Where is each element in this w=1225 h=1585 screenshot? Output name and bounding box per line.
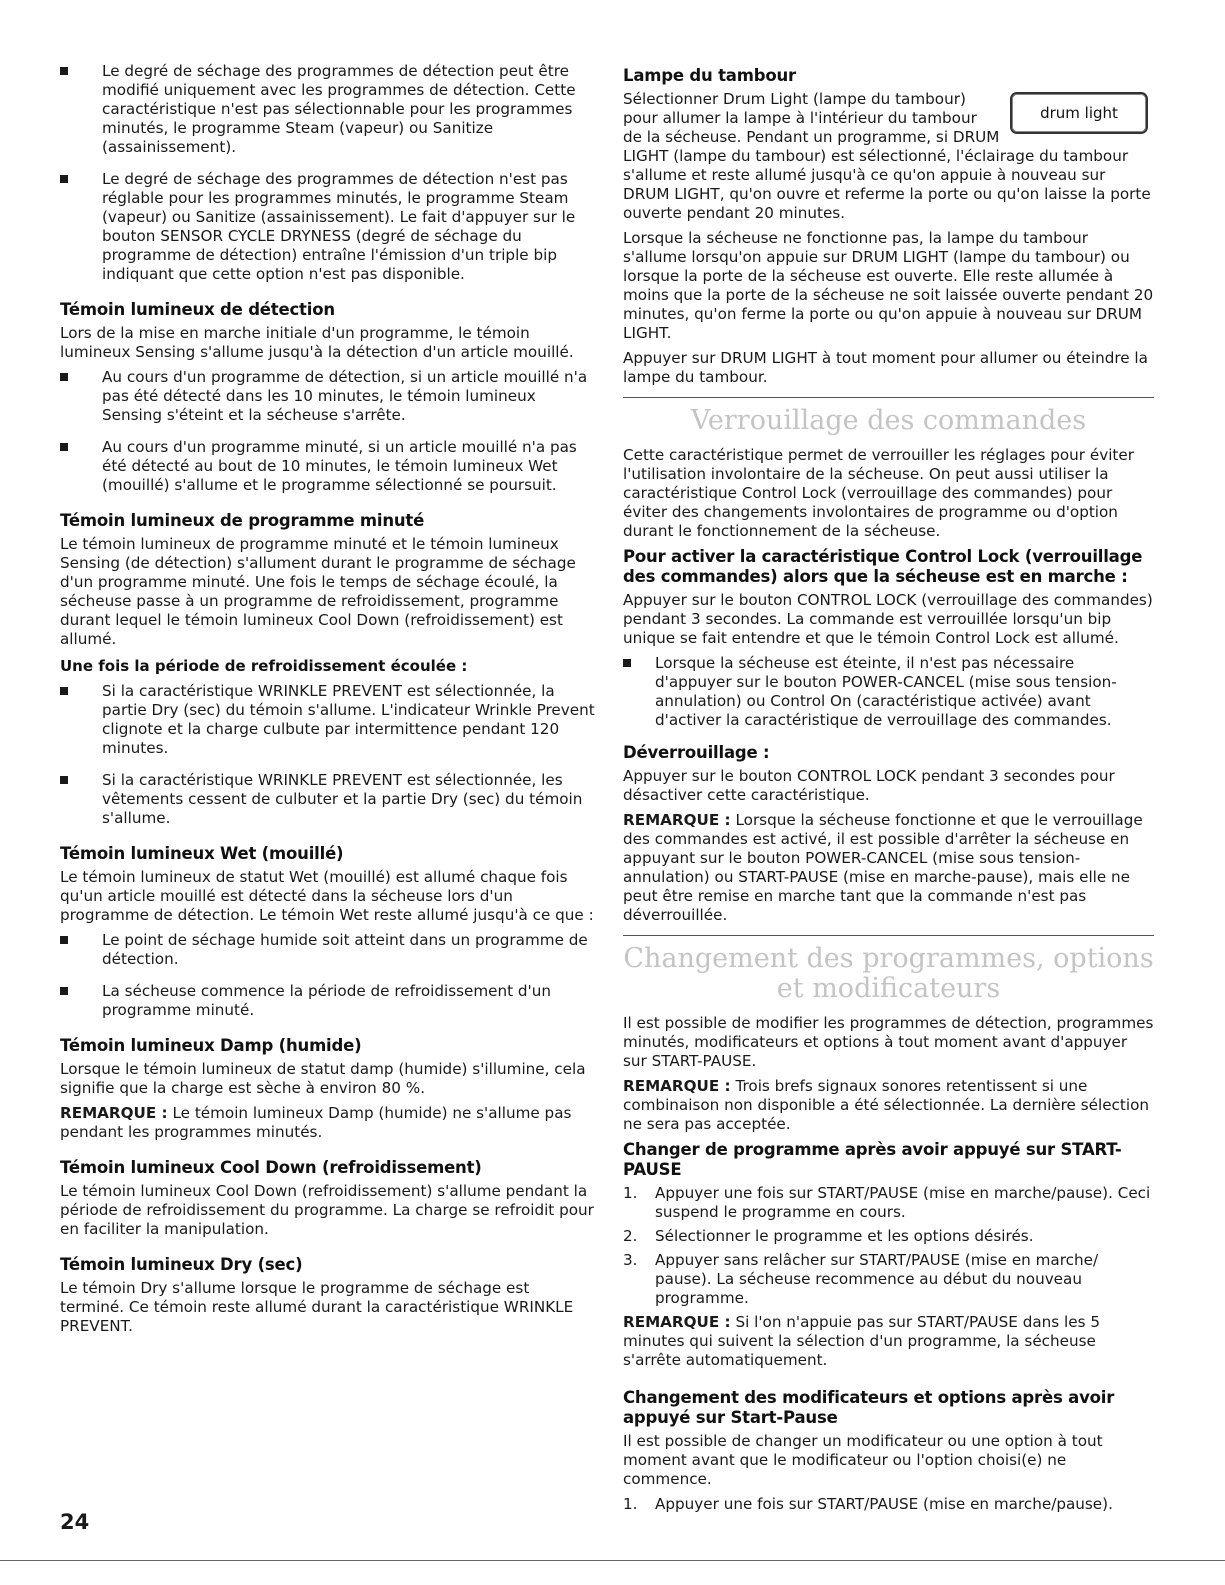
- section-heading: Témoin lumineux de programme minuté: [60, 511, 425, 530]
- step-number: 3.: [623, 1251, 638, 1269]
- bullet-icon: [60, 67, 68, 75]
- note: [60, 1104, 597, 1142]
- divider: [623, 935, 1154, 936]
- paragraph: Lors de la mise en marche initiale d'un programme, le témoin lumineux Sensing s'allume jusqu'à la détection d'un article mouillé.: [60, 324, 574, 361]
- paragraph: Lorsque le témoin lumineux de statut damp (humide) s'illumine, cela signifie que la charge est sèche à environ 80 %.: [60, 1060, 586, 1097]
- section-heading: Témoin lumineux Wet (mouillé): [60, 844, 344, 863]
- paragraph: Le témoin lumineux de programme minuté et le témoin lumineux Sensing (de détection) s'allument durant le programme de séchage d'un programme minuté. Une fois le temps de séchage écoulé, la sécheuse passe à un programme de refroidissement, programme durant lequel le témoin lumineux Cool Down (refroidissement) est allumé.: [60, 535, 576, 648]
- divider: [623, 397, 1154, 398]
- note-label: REMARQUE :: [623, 811, 731, 829]
- bullet-icon: [60, 373, 68, 381]
- paragraph: Il est possible de changer un modificateur ou une option à tout moment avant que le modificateur ou l'option choisi(e) ne commence.: [623, 1432, 1103, 1488]
- note-text: Lorsque la sécheuse fonctionne et que le verrouillage des commandes est activé, il est possible d'arrêter la sécheuse en appuyant sur le bouton POWER-CANCEL (mise sous tension-annulation) ou START-PAUSE (mise en marche-pause), mais elle ne peut être remise en marche tant que la commande n'est pas déverrouillée.: [623, 811, 1143, 924]
- bullet-icon: [60, 175, 68, 183]
- bullet-icon: [623, 659, 631, 667]
- note-label: REMARQUE :: [623, 1313, 731, 1331]
- list-item: Si la caractéristique WRINKLE PREVENT est sélectionnée, les vêtements cessent de culbuter et la partie Dry (sec) du témoin s'allume.: [60, 771, 597, 828]
- paragraph: Il est possible de modifier les programmes de détection, programmes minutés, modificateurs et options à tout moment avant d'appuyer sur START-PAUSE.: [623, 1014, 1154, 1070]
- note: [623, 811, 1154, 925]
- list-item: Le degré de séchage des programmes de détection n'est pas réglable pour les programmes minutés, le programme Steam (vapeur) ou Sanitize (assainissement). Le fait d'appuyer sur le bouton SENSOR CYCLE DRYNESS (degré de séchage du programme de détection) entraîne l'émission d'un triple bip indiquant que cette option n'est pas disponible.: [60, 170, 597, 284]
- step-number: 2.: [623, 1227, 638, 1245]
- paragraph: Cette caractéristique permet de verrouiller les réglages pour éviter l'utilisation involontaire de la sécheuse. On peut aussi utiliser la caractéristique Control Lock (verrouillage des commandes) pour éviter des changements involontaires de programme ou d'option durant le fonctionnement de la sécheuse.: [623, 446, 1134, 540]
- list-item: Au cours d'un programme minuté, si un article mouillé n'a pas été détecté au bout de 10 minutes, le témoin lumineux Wet (mouillé) s'allume et le programme sélectionné se poursuit.: [60, 438, 597, 495]
- section-heading: Lampe du tambour: [623, 66, 796, 85]
- section-heading: Déverrouillage :: [623, 743, 770, 762]
- page-number: 24: [60, 1510, 90, 1534]
- step-text: Appuyer sans relâcher sur START/PAUSE (mise en marche/ pause). La sécheuse recommence au début du nouveau programme.: [655, 1251, 1099, 1307]
- list-item: Au cours d'un programme de détection, si un article mouillé n'a pas été détecté dans les 10 minutes, le témoin lumineux Sensing s'éteint et la sécheuse s'arrête.: [60, 368, 597, 425]
- paragraph: Le témoin Dry s'allume lorsque le programme de séchage est terminé. Ce témoin reste allumé durant la caractéristique WRINKLE PREVENT.: [60, 1279, 574, 1335]
- bullet-icon: [60, 776, 68, 784]
- step-number: 1.: [623, 1184, 638, 1202]
- paragraph: Lorsque la sécheuse ne fonctionne pas, la lampe du tambour s'allume lorsqu'on appuie sur DRUM LIGHT (lampe du tambour) ou lorsque la porte de la sécheuse est ouverte. Elle reste allumée à moins que la porte de la sécheuse ne soit laissée ouverte pendant 20 minutes, qu'on ferme la porte ou qu'on appuie à nouveau sur DRUM LIGHT.: [623, 229, 1154, 342]
- note-text: Si l'on n'appuie pas sur START/PAUSE dans les 5 minutes qui suivent la sélection d'un programme, la sécheuse s'arrête automatiquement.: [623, 1313, 1100, 1369]
- section-heading: Changement des modificateurs et options après avoir appuyé sur Start-Pause: [623, 1388, 1115, 1427]
- paragraph: Le témoin lumineux Cool Down (refroidissement) s'allume pendant la période de refroidissement du programme. La charge se refroidit pour en faciliter la manipulation.: [60, 1182, 594, 1238]
- section-heading: Témoin lumineux Damp (humide): [60, 1036, 362, 1055]
- section-heading: Pour activer la caractéristique Control Lock (verrouillage des commandes) alors que la sécheuse est en marche :: [623, 547, 1143, 586]
- left-column: [60, 62, 597, 1342]
- paragraph: Sélectionner Drum Light (lampe du tambour) pour allumer la lampe à l'intérieur du tambour de la sécheuse. Pendant un programme, si DRUM LIGHT (lampe du tambour) est sélectionné, l'éclairage du tambour s'allume et reste allumé jusqu'à ce qu'on appuie à nouveau sur DRUM LIGHT, qu'on ouvre et referme la porte ou qu'on laisse la porte ouverte pendant 20 minutes.: [623, 90, 1151, 222]
- list-item: Si la caractéristique WRINKLE PREVENT est sélectionnée, la partie Dry (sec) du témoin s'allume. L'indicateur Wrinkle Prevent clignote et la charge culbute par intermittence pendant 120 minutes.: [60, 682, 597, 758]
- paragraph: Le témoin lumineux de statut Wet (mouillé) est allumé chaque fois qu'un article mouillé est détecté dans la sécheuse lors d'un programme de détection. Le témoin Wet reste allumé jusqu'à ce que :: [60, 868, 594, 924]
- list-item: [623, 1251, 1154, 1308]
- section-heading: Témoin lumineux de détection: [60, 300, 335, 319]
- sub-heading: Une fois la période de refroidissement écoulée :: [60, 657, 468, 675]
- section-heading: Témoin lumineux Cool Down (refroidissement): [60, 1158, 482, 1177]
- list-item: [623, 1184, 1154, 1222]
- section-heading: Changer de programme après avoir appuyé sur START-PAUSE: [623, 1140, 1122, 1179]
- note-label: REMARQUE :: [623, 1077, 731, 1095]
- list-item: [623, 1495, 1154, 1514]
- step-text: Appuyer une fois sur START/PAUSE (mise en marche/pause).: [655, 1495, 1113, 1513]
- divider: [0, 1560, 1225, 1561]
- note: [623, 1313, 1154, 1370]
- bullet-icon: [60, 987, 68, 995]
- bullet-icon: [60, 687, 68, 695]
- section-title: Verrouillage des commandes: [690, 405, 1087, 436]
- note-text: Trois brefs signaux sonores retentissent si une combinaison non disponible a été sélectionnée. La dernière sélection ne sera pas acceptée.: [623, 1077, 1149, 1133]
- section-heading: Témoin lumineux Dry (sec): [60, 1255, 303, 1274]
- drum-light-button: drum light: [1010, 92, 1148, 134]
- list-item: [623, 1227, 1154, 1246]
- paragraph: Appuyer sur DRUM LIGHT à tout moment pour allumer ou éteindre la lampe du tambour.: [623, 349, 1148, 386]
- bullet-icon: [60, 443, 68, 451]
- step-number: 1.: [623, 1495, 638, 1513]
- note-text: Le témoin lumineux Damp (humide) ne s'allume pas pendant les programmes minutés.: [60, 1104, 572, 1141]
- note: [623, 1077, 1154, 1134]
- paragraph: Appuyer sur le bouton CONTROL LOCK (verrouillage des commandes) pendant 3 secondes. La commande est verrouillée lorsqu'un bip unique se fait entendre et que le témoin Control Lock est allumé.: [623, 591, 1153, 647]
- list-item: La sécheuse commence la période de refroidissement d'un programme minuté.: [60, 982, 597, 1020]
- bullet-icon: [60, 936, 68, 944]
- list-item: Le point de séchage humide soit atteint dans un programme de détection.: [60, 931, 597, 969]
- step-text: Appuyer une fois sur START/PAUSE (mise en marche/pause). Ceci suspend le programme en cours.: [655, 1184, 1151, 1221]
- right-column: [623, 62, 1154, 1519]
- paragraph: Appuyer sur le bouton CONTROL LOCK pendant 3 secondes pour désactiver cette caractéristique.: [623, 767, 1115, 804]
- list-item: Le degré de séchage des programmes de détection peut être modifié uniquement avec les programmes de détection. Cette caractéristique n'est pas sélectionnable pour les programmes minutés, le programme Steam (vapeur) ou Sanitize (assainissement).: [60, 62, 597, 157]
- section-title: Changement des programmes, options et modificateurs: [623, 943, 1154, 1004]
- note-label: REMARQUE :: [60, 1104, 168, 1122]
- list-item: Lorsque la sécheuse est éteinte, il n'est pas nécessaire d'appuyer sur le bouton POWER-CANCEL (mise sous tension-annulation) ou Control On (caractéristique activée) avant d'activer la caractéristique de verrouillage des commandes.: [623, 654, 1154, 730]
- step-text: Sélectionner le programme et les options désirés.: [655, 1227, 1034, 1245]
